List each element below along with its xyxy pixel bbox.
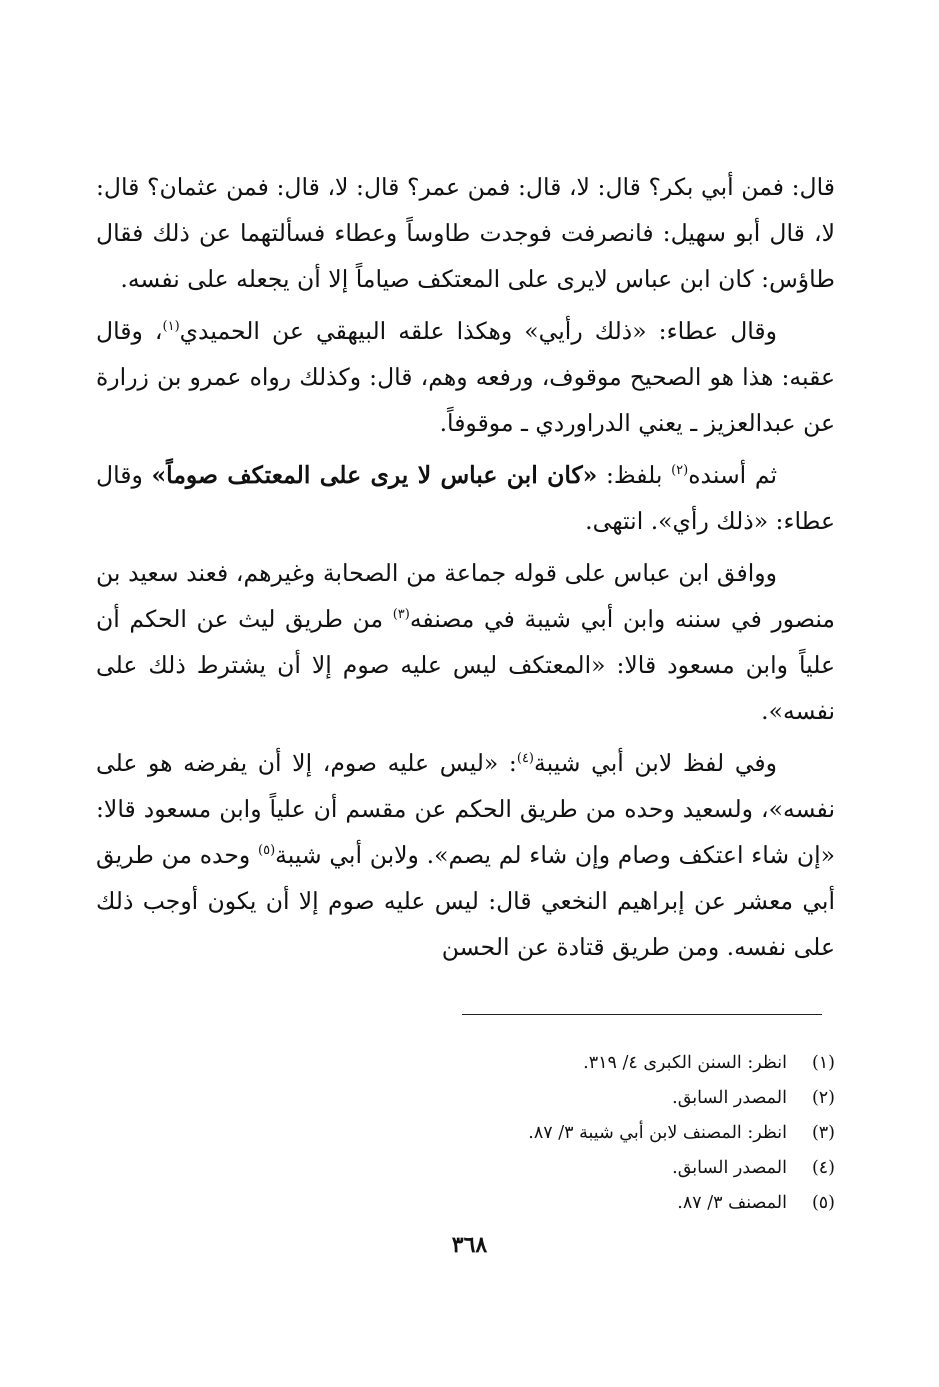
footnote-text: انظر: المصنف لابن أبي شيبة ٣/ ٨٧.	[528, 1123, 787, 1143]
paragraph-5-text-a: وفي لفظ لابن أبي شيبة	[534, 749, 777, 777]
paragraph-5	[96, 740, 835, 970]
footnote-ref-3: (٣)	[392, 607, 410, 623]
paragraph-4-text-a: ووافق ابن عباس على قوله جماعة من الصحابة وغيرهم، فعند سعيد بن منصور في سننه وابن أبي شيبة في مصنفه	[96, 559, 836, 633]
paragraph-5-text-c: وحده من طريق أبي معشر عن إبراهيم النخعي قال: ليس عليه صوم إلا أن يكون أوجب ذلك على نفسه. ومن طريق قتادة عن الحسن	[96, 841, 835, 961]
paragraph-1	[96, 164, 835, 302]
paragraph-2-text-a: وقال عطاء: «ذلك رأيي» وهكذا علقه البيهقي عن الحميدي	[179, 317, 778, 345]
main-text	[96, 164, 835, 976]
paragraph-2	[96, 308, 835, 446]
footnote-2	[96, 1081, 835, 1116]
footnote-5	[96, 1186, 835, 1221]
footnote-ref-1: (١)	[162, 319, 180, 335]
paragraph-3-text-b: بلفظ:	[597, 461, 672, 489]
footnote-number: (٣)	[811, 1123, 835, 1143]
paragraph-4	[96, 550, 835, 734]
paragraph-1-text: قال: فمن أبي بكر؟ قال: لا، قال: فمن عمر؟ قال: لا، قال: فمن عثمان؟ قال: لا، قال أبو سهيل: فانصرفت فوجدت طاوساً وعطاء فسألتهما عن ذلك فقال طاؤس: كان ابن عباس لايرى على المعتكف صياماً إلا أن يجعله على نفسه.	[96, 173, 835, 293]
footnote-text: انظر: السنن الكبرى ٤/ ٣١٩.	[583, 1053, 787, 1073]
footnote-number: (٢)	[811, 1088, 835, 1108]
footnote-text: المصنف ٣/ ٨٧.	[677, 1193, 787, 1213]
footnote-divider	[462, 1014, 822, 1015]
footnote-ref-2: (٢)	[671, 463, 689, 479]
paragraph-3-text-c: وقال عطاء: «ذلك رأي». انتهى.	[96, 461, 835, 535]
footnote-ref-4: (٤)	[516, 751, 534, 767]
footnotes	[96, 1046, 835, 1221]
footnote-3	[96, 1116, 835, 1151]
paragraph-3-quote: «كان ابن عباس لا يرى على المعتكف صوماً»	[151, 461, 598, 489]
footnote-number: (٤)	[811, 1158, 835, 1178]
footnote-4	[96, 1151, 835, 1186]
paragraph-5-text-b: : «ليس عليه صوم، إلا أن يفرضه هو على نفسه»، ولسعيد وحده من طريق الحكم عن مقسم أن علياً وابن مسعود قالا: «إن شاء اعتكف وصام وإن شاء لم يصم». ولابن أبي شيبة	[96, 749, 836, 869]
page-number: ٣٦٨	[451, 1232, 488, 1258]
paragraph-3	[96, 452, 835, 544]
paragraph-3-text-a: ثم أسنده	[688, 461, 778, 489]
footnote-1	[96, 1046, 835, 1081]
footnote-number: (٥)	[811, 1193, 835, 1213]
footnote-text: المصدر السابق.	[672, 1088, 787, 1108]
footnote-number: (١)	[811, 1053, 835, 1073]
paragraph-4-text-b: من طريق ليث عن الحكم أن علياً وابن مسعود قالا: «المعتكف ليس عليه صوم إلا أن يشترط ذلك على نفسه».	[96, 605, 835, 725]
paragraph-2-text-b: ، وقال عقبه: هذا هو الصحيح موقوف، ورفعه وهم، قال: وكذلك رواه عمرو بن زرارة عن عبدالعزيز ـ يعني الدراوردي ـ موقوفاً.	[96, 317, 835, 437]
footnote-ref-5: (٥)	[258, 843, 276, 859]
footnote-text: المصدر السابق.	[672, 1158, 787, 1178]
